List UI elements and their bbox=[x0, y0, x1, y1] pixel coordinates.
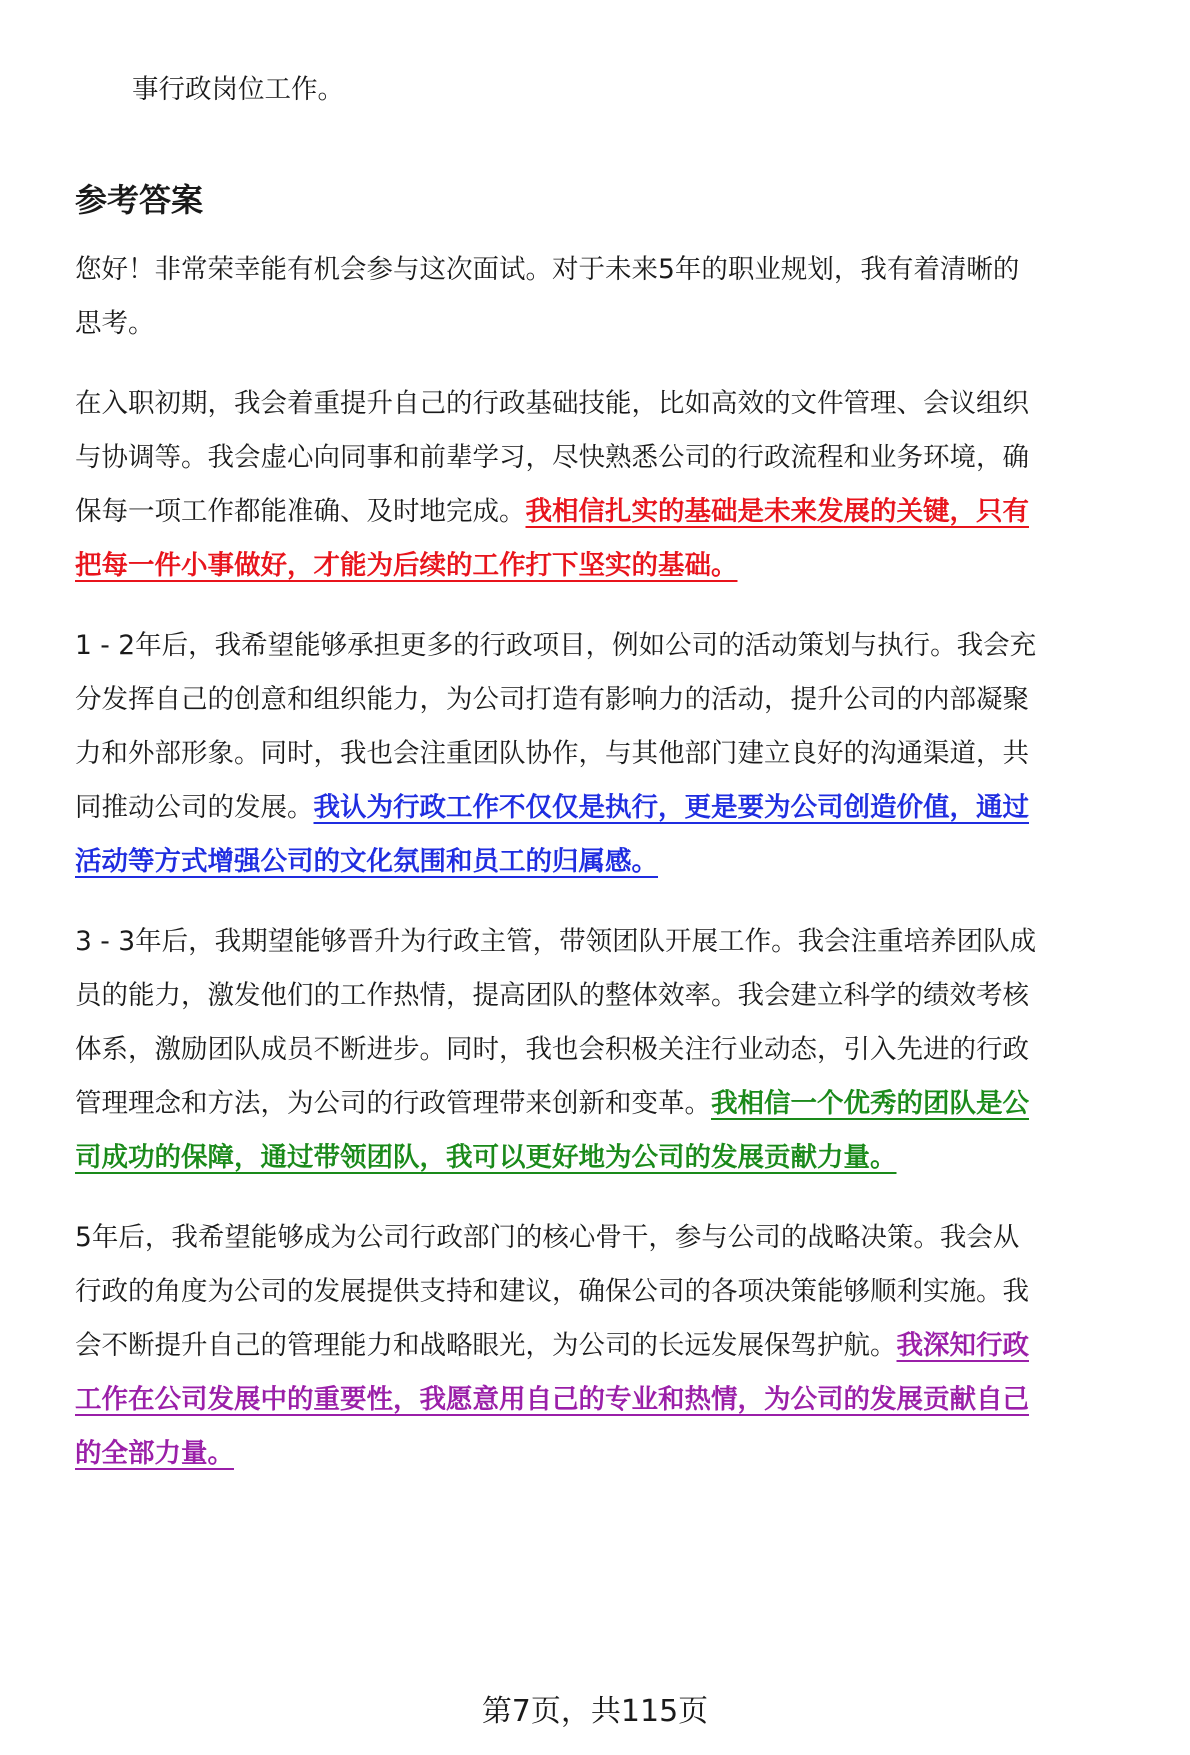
p5-line-1: 5年后，我希望能够成为公司行政部门的核心骨干，参与公司的战略决策。我会从 bbox=[75, 1222, 1020, 1253]
p4-highlight-start: 我相信一个优秀的团队是公 bbox=[711, 1088, 1029, 1119]
p5-line-3-plain: 会不断提升自己的管理能力和战略眼光，为公司的长远发展保驾护航。 bbox=[75, 1330, 897, 1361]
p3-line-5 bbox=[75, 832, 1165, 892]
p3-highlight-start: 我认为行政工作不仅仅是执行，更是要为公司创造价值，通过 bbox=[313, 792, 1029, 823]
p2-line-3 bbox=[75, 482, 1165, 542]
p4-line-4-plain: 管理理念和方法，为公司的行政管理带来创新和变革。 bbox=[75, 1088, 711, 1119]
p4-line-1: 3 - 3年后，我期望能够晋升为行政主管，带领团队开展工作。我会注重培养团队成 bbox=[75, 926, 1037, 957]
page-number-footer: 第7页，共115页 bbox=[481, 1694, 709, 1729]
p3-line-1: 1 - 2年后，我希望能够承担更多的行政项目，例如公司的活动策划与执行。我会充 bbox=[75, 630, 1037, 661]
p3-highlight-end: 活动等方式增强公司的文化氛围和员工的归属感。 bbox=[75, 846, 658, 877]
p2-line-4 bbox=[75, 536, 1165, 596]
p3-line-2: 分发挥自己的创意和组织能力，为公司打造有影响力的活动，提升公司的内部凝聚 bbox=[75, 684, 1029, 715]
p3-line-3: 力和外部形象。同时，我也会注重团队协作，与其他部门建立良好的沟通渠道，共 bbox=[75, 738, 1029, 769]
p1-line-2: 思考。 bbox=[75, 308, 155, 339]
p4-line-4 bbox=[75, 1074, 1165, 1134]
p2-highlight-end: 把每一件小事做好，才能为后续的工作打下坚实的基础。 bbox=[75, 550, 738, 581]
p2-line-1: 在入职初期，我会着重提升自己的行政基础技能，比如高效的文件管理、会议组织 bbox=[75, 388, 1029, 419]
p2-line-2: 与协调等。我会虚心向同事和前辈学习，尽快熟悉公司的行政流程和业务环境，确 bbox=[75, 442, 1029, 473]
p5-line-2: 行政的角度为公司的发展提供支持和建议，确保公司的各项决策能够顺利实施。我 bbox=[75, 1276, 1029, 1307]
p5-highlight-start: 我深知行政 bbox=[896, 1330, 1029, 1361]
p4-highlight-end: 司成功的保障，通过带领团队，我可以更好地为公司的发展贡献力量。 bbox=[75, 1142, 897, 1173]
p4-line-2: 员的能力，激发他们的工作热情，提高团队的整体效率。我会建立科学的绩效考核 bbox=[75, 980, 1029, 1011]
p4-line-5 bbox=[75, 1128, 1165, 1188]
p5-line-4 bbox=[75, 1370, 1165, 1430]
p5-line-3 bbox=[75, 1316, 1165, 1376]
p4-line-3: 体系，激励团队成员不断进步。同时，我也会积极关注行业动态，引入先进的行政 bbox=[75, 1034, 1029, 1065]
p5-line-5 bbox=[75, 1424, 1165, 1484]
section-heading: 参考答案 bbox=[75, 181, 204, 219]
p5-highlight-end: 的全部力量。 bbox=[75, 1438, 234, 1469]
intro-tail-line: 事行政岗位工作。 bbox=[132, 74, 344, 105]
p5-highlight-middle: 工作在公司发展中的重要性，我愿意用自己的专业和热情，为公司的发展贡献自己 bbox=[75, 1384, 1029, 1415]
p3-line-4-plain: 同推动公司的发展。 bbox=[75, 792, 314, 823]
p2-highlight-start: 我相信扎实的基础是未来发展的关键，只有 bbox=[525, 496, 1029, 527]
p1-line-1: 您好！非常荣幸能有机会参与这次面试。对于未来5年的职业规划，我有着清晰的 bbox=[75, 254, 1020, 285]
p2-line-3-plain: 保每一项工作都能准确、及时地完成。 bbox=[75, 496, 526, 527]
p3-line-4 bbox=[75, 778, 1165, 838]
